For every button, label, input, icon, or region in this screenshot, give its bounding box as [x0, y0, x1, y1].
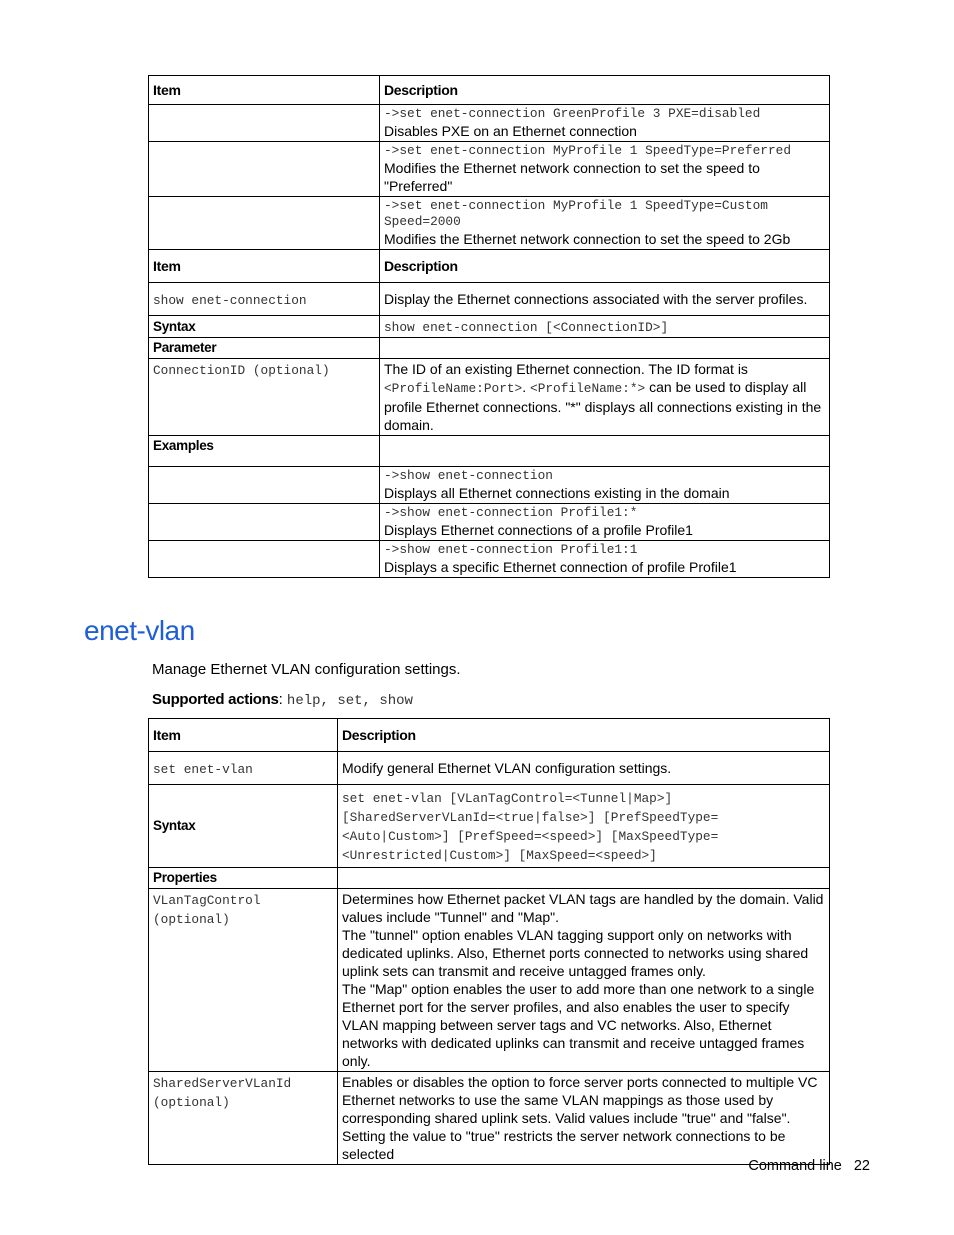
- syntax-value: set enet-vlan [VLanTagControl=<Tunnel|Map>] [SharedServerVLanId=<true|false>] [PrefSpeedType=<Auto|Custom>] [PrefSpeed=<speed>] [MaxSpeedType=<Unrestricted|Custom>] [MaxSpeed=<speed>]: [342, 791, 719, 863]
- parameter-desc-text: .: [522, 379, 531, 395]
- example-description: Displays a specific Ethernet connection of profile Profile1: [384, 559, 737, 575]
- table-row: [149, 283, 830, 316]
- table-row: [149, 105, 830, 142]
- description-cell: [380, 105, 830, 142]
- header-description: Description: [338, 719, 830, 752]
- table-row: [149, 504, 830, 541]
- header-item: Item: [149, 76, 380, 105]
- parameter-code: <ProfileName:*>: [530, 381, 646, 396]
- property-name: VLanTagControl (optional): [153, 893, 269, 927]
- enet-connection-examples-table-continued: [148, 75, 830, 250]
- parameter-name-cell: [149, 359, 380, 436]
- example-description: Modifies the Ethernet network connection to set the speed to 2Gb: [384, 231, 791, 247]
- page-footer: [748, 1158, 870, 1174]
- section-intro: Manage Ethernet VLAN configuration settings.: [152, 661, 461, 678]
- table-header-row: [149, 719, 830, 752]
- example-description: Disables PXE on an Ethernet connection: [384, 123, 637, 139]
- syntax-label: Syntax: [149, 785, 338, 868]
- item-cell: [149, 105, 380, 142]
- item-cell: [149, 467, 380, 504]
- table-row: [149, 785, 830, 868]
- property-name-cell: [149, 1072, 338, 1165]
- set-enet-vlan-table: [148, 718, 830, 1165]
- empty-cell: [380, 338, 830, 359]
- table-row: [149, 467, 830, 504]
- empty-cell: [380, 436, 830, 467]
- property-desc-line: The "tunnel" option enables VLAN tagging support only on networks with dedicated uplinks. Also, Ethernet ports connected to networks using shared uplink sets can transmit and receive untagged frames only.: [342, 927, 809, 979]
- page-number: 22: [853, 1158, 870, 1174]
- section-title: enet-vlan: [84, 615, 195, 646]
- parameter-code: <ProfileName:Port>: [384, 381, 523, 396]
- example-description: Displays Ethernet connections of a profile Profile1: [384, 522, 693, 538]
- parameter-desc-text: The ID of an existing Ethernet connection. The ID format is: [384, 361, 748, 377]
- syntax-value: show enet-connection [<ConnectionID>]: [384, 320, 669, 335]
- description-cell: [380, 142, 830, 197]
- table-row: [149, 338, 830, 359]
- example-description: Modifies the Ethernet network connection to set the speed to "Preferred": [384, 160, 760, 194]
- item-cell: [149, 541, 380, 578]
- header-description: Description: [380, 76, 830, 105]
- command-cell: [149, 283, 380, 316]
- property-desc-line: Enables or disables the option to force server ports connected to multiple VC Ethernet networks to use the same VLAN mappings as those used by corresponding shared uplink sets. Valid values include "true" and "false". Setting the value to "true" restricts the server network connections to be selected: [342, 1074, 818, 1162]
- empty-cell: [338, 868, 830, 889]
- table-row: [149, 359, 830, 436]
- item-cell: [149, 142, 380, 197]
- example-command: ->show enet-connection Profile1:*: [384, 505, 638, 520]
- table-row: [149, 197, 830, 250]
- example-command: ->show enet-connection Profile1:1: [384, 542, 638, 557]
- properties-label: Properties: [149, 868, 338, 889]
- parameter-description: [380, 359, 830, 436]
- table-row: [149, 541, 830, 578]
- syntax-cell: [338, 785, 830, 868]
- description-cell: [380, 541, 830, 578]
- supported-actions-label: Supported actions: [152, 691, 279, 708]
- property-description: [338, 889, 830, 1072]
- example-description: Displays all Ethernet connections existing in the domain: [384, 485, 730, 501]
- example-command: ->set enet-connection MyProfile 1 SpeedType=Custom Speed=2000: [384, 198, 776, 229]
- supported-actions-separator: :: [278, 691, 287, 708]
- syntax-cell: [380, 316, 830, 338]
- property-name-cell: [149, 889, 338, 1072]
- table-row: [149, 316, 830, 338]
- item-cell: [149, 197, 380, 250]
- description-cell: [380, 504, 830, 541]
- header-item: Item: [149, 250, 380, 283]
- command-description: Modify general Ethernet VLAN configuration settings.: [338, 752, 830, 785]
- description-cell: [380, 467, 830, 504]
- table-row: [149, 868, 830, 889]
- command-cell: [149, 752, 338, 785]
- property-name: SharedServerVLanId (optional): [153, 1076, 299, 1110]
- item-cell: [149, 504, 380, 541]
- show-enet-connection-table: [148, 249, 830, 578]
- parameter-label: Parameter: [149, 338, 380, 359]
- syntax-label: Syntax: [149, 316, 380, 338]
- footer-section: Command line: [748, 1158, 842, 1174]
- parameter-desc-text: can be used to display all profile Ethernet connections. "*" displays all connections existing in the domain.: [384, 379, 822, 433]
- table-header-row: [149, 250, 830, 283]
- property-description: [338, 1072, 830, 1165]
- table-header-row: [149, 76, 830, 105]
- property-desc-line: Determines how Ethernet packet VLAN tags are handled by the domain. Valid values include "Tunnel" and "Map".: [342, 891, 824, 925]
- description-cell: [380, 197, 830, 250]
- example-command: ->set enet-connection GreenProfile 3 PXE=disabled: [384, 106, 761, 121]
- parameter-name: ConnectionID (optional): [153, 363, 330, 378]
- table-row: [149, 436, 830, 467]
- header-item: Item: [149, 719, 338, 752]
- supported-actions: [152, 691, 413, 709]
- command-name: show enet-connection: [153, 292, 307, 308]
- examples-label: Examples: [149, 436, 380, 467]
- table-row: [149, 752, 830, 785]
- table-row: [149, 142, 830, 197]
- supported-actions-values: help, set, show: [286, 693, 413, 709]
- command-description: Display the Ethernet connections associated with the server profiles.: [380, 283, 830, 316]
- command-name: set enet-vlan: [153, 761, 253, 777]
- table-row: [149, 1072, 830, 1165]
- header-description: Description: [380, 250, 830, 283]
- example-command: ->show enet-connection: [384, 468, 553, 483]
- example-command: ->set enet-connection MyProfile 1 SpeedType=Preferred: [384, 143, 792, 158]
- property-desc-line: The "Map" option enables the user to add more than one network to a single Ethernet port for the server profiles, and also enables the user to specify VLAN mapping between server tags and VC networks. Also, Ethernet networks with dedicated uplinks can transmit and receive untagged frames only.: [342, 981, 815, 1069]
- table-row: [149, 889, 830, 1072]
